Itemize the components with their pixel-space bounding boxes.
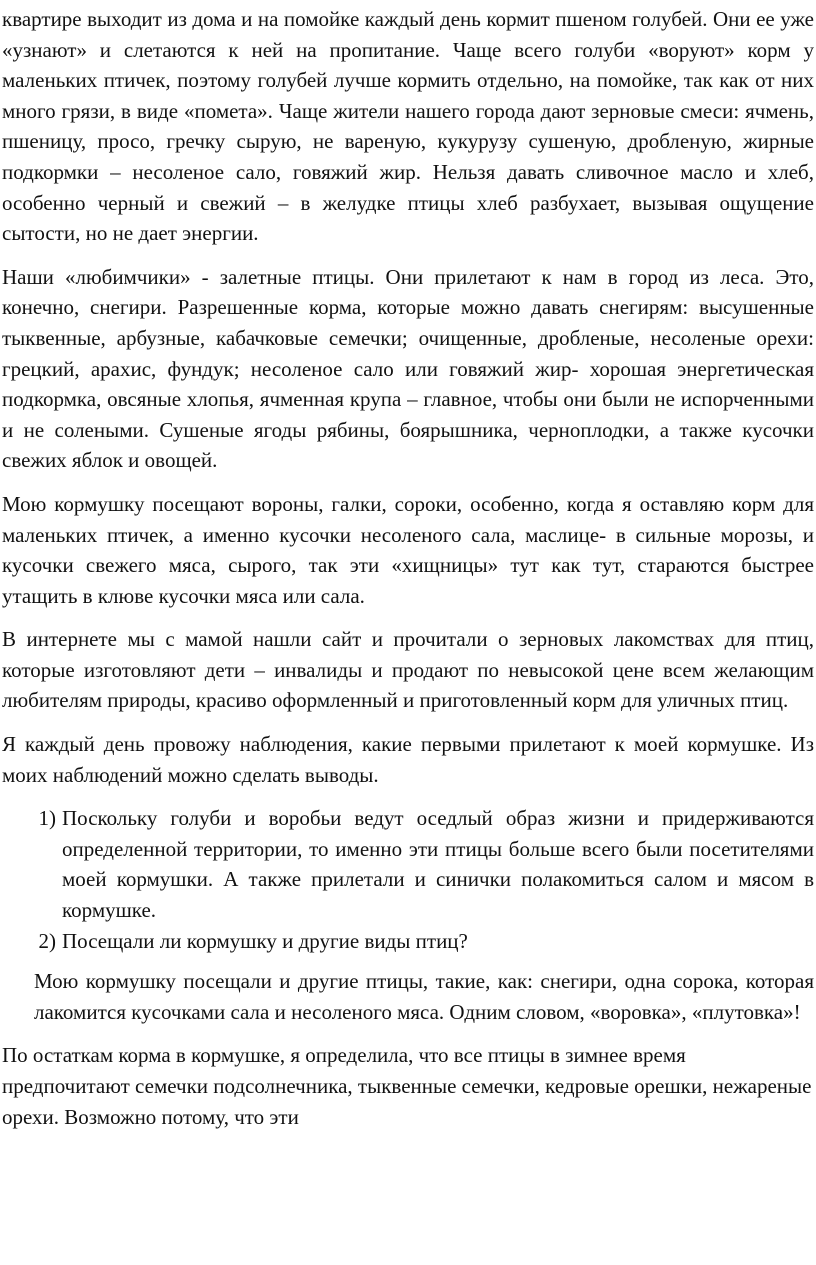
list-item-text: Посещали ли кормушку и другие виды птиц? [62,928,468,953]
paragraph-pigeons: квартире выходит из дома и на помойке каждый день кормит пшеном голубей. Они ее уже «узнают» и слетаются к ней на пропитание. Чаще всего голуби «воруют» корм у маленьких птичек, поэтому голубей лучше кормить отдельно, на помойке, так как от них много грязи, в виде «помета». Чаще жители нашего города дают зерновые смеси: ячмень, пшеницу, просо, гречку сырую, не вареную, кукурузу сушеную, дробленую, жирные подкормки – несоленое сало, говяжий жир. Нельзя давать сливочное масло и хлеб, особенно черный и свежий – в желудке птицы хлеб разбухает, вызывая ощущение сытости, но не дает энергии. [2,7,814,246]
list-item [2,926,814,957]
paragraph-food-remains: По остаткам корма в кормушке, я определила, что все птицы в зимнее время предпочитают семечки подсолнечника, тыквенные семечки, кедровые орешки, нежареные орехи. Возможно потому, что эти [2,1043,812,1129]
paragraph-observations: Я каждый день провожу наблюдения, какие первыми прилетают к моей кормушке. Из моих наблюдений можно сделать выводы. [2,732,814,787]
list-item-number: 2) [38,928,56,953]
paragraph-other-birds: Мою кормушку посещали и другие птицы, такие, как: снегири, одна сорока, которая лакомится кусочками сала и несоленого мяса. Одним словом, «воровка», «плутовка»! [34,969,814,1024]
list-item [2,803,814,925]
list-item-text: Поскольку голуби и воробьи ведут оседлый образ жизни и придерживаются определенной территории, то именно эти птицы больше всего были посетителями моей кормушки. А также прилетали и синички полакомиться салом и мясом в кормушке. [62,806,814,923]
list-item-number: 1) [38,806,56,831]
paragraph-crows: Мою кормушку посещают вороны, галки, сороки, особенно, когда я оставляю корм для маленьких птичек, а именно кусочки несоленого сала, маслице- в сильные морозы, и кусочки свежего мяса, сырого, так эти «хищницы» тут как тут, стараются быстрее утащить в клюве кусочки мяса или сала. [2,491,814,608]
paragraph-internet: В интернете мы с мамой нашли сайт и прочитали о зерновых лакомствах для птиц, которые изготовляют дети – инвалиды и продают по невысокой цене всем желающим любителям природы, красиво оформленный и приготовленный корм для уличных птиц. [2,627,814,713]
conclusions-list [2,803,814,956]
paragraph-bullfinches: Наши «любимчики» - залетные птицы. Они прилетают к нам в город из леса. Это, конечно, снегири. Разрешенные корма, которые можно давать снегирям: высушенные тыквенные, арбузные, кабачковые семечки; очищенные, дробленые, несоленые орехи: грецкий, арахис, фундук; несоленое сало или говяжий жир- хорошая энергетическая подкормка, овсяные хлопья, ячменная крупа – главное, чтобы они были не испорченными и не солеными. Сушеные ягоды рябины, боярышника, черноплодки, а также кусочки свежих яблок и овощей. [2,264,814,473]
